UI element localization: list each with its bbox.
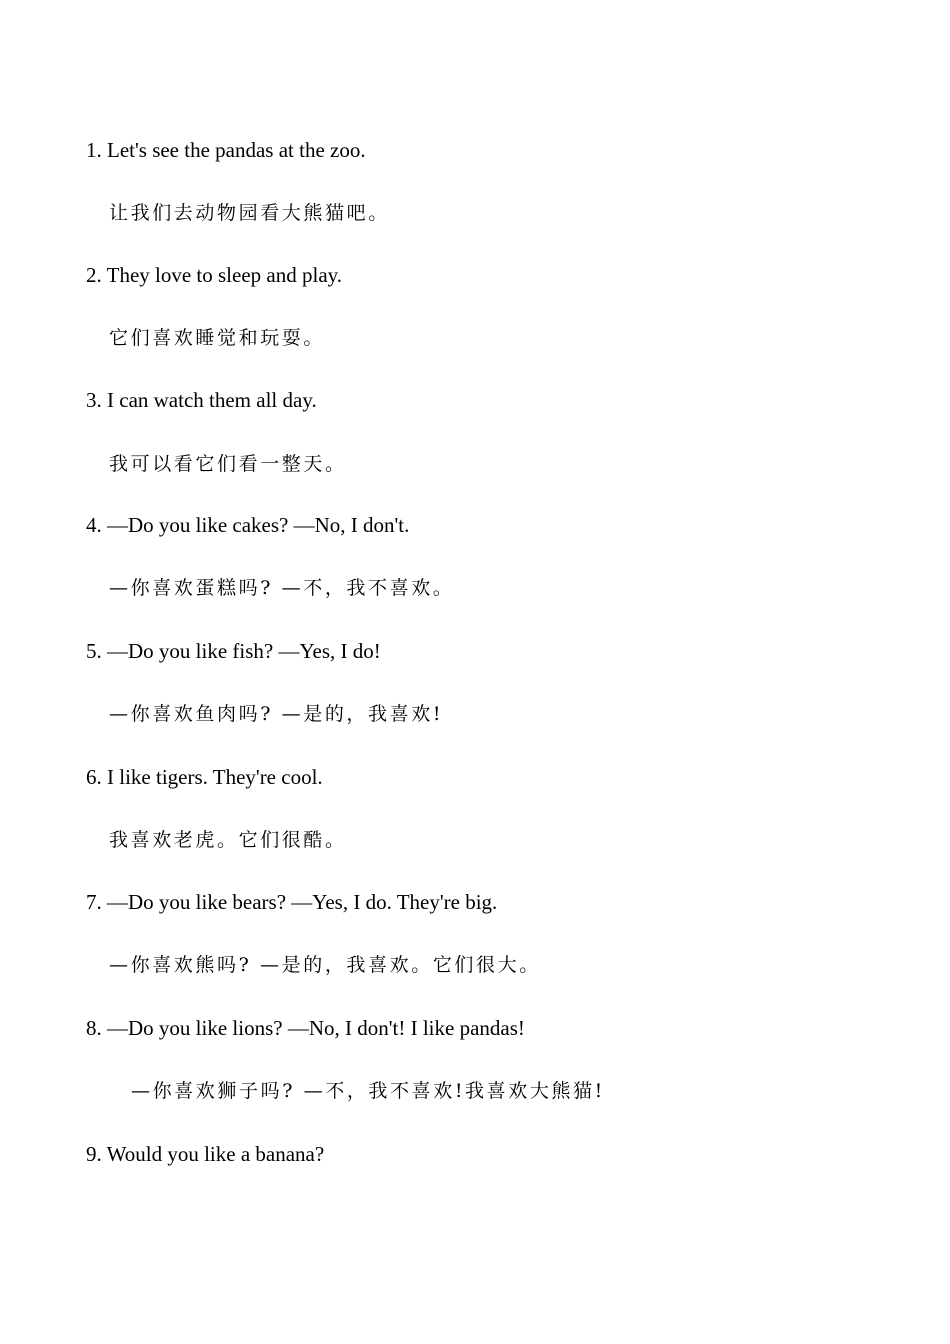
- sentence-6-chinese: 我喜欢老虎。它们很酷。: [109, 829, 347, 851]
- sentence-2-english: 2. They love to sleep and play.: [86, 263, 343, 287]
- sentence-7-chinese: —你喜欢熊吗? —是的，我喜欢。它们很大。: [109, 954, 541, 976]
- sentence-7-english: 7. —Do you like bears? —Yes, I do. They're big.: [86, 890, 498, 914]
- sentence-4-chinese: —你喜欢蛋糕吗? —不，我不喜欢。: [109, 577, 455, 599]
- sentence-5-chinese: —你喜欢鱼肉吗? —是的，我喜欢!: [109, 703, 444, 725]
- sentence-3-chinese: 我可以看它们看一整天。: [109, 453, 347, 475]
- sentence-3-english: 3. I can watch them all day.: [86, 388, 317, 412]
- sentence-5-english: 5. —Do you like fish? —Yes, I do!: [86, 639, 381, 663]
- sentence-4-english: 4. —Do you like cakes? —No, I don't.: [86, 513, 410, 537]
- sentence-6-english: 6. I like tigers. They're cool.: [86, 765, 323, 789]
- sentence-1-english: 1. Let's see the pandas at the zoo.: [86, 138, 366, 162]
- sentence-9-english: 9. Would you like a banana?: [86, 1142, 325, 1166]
- sentence-2-chinese: 它们喜欢睡觉和玩耍。: [109, 327, 326, 349]
- sentence-1-chinese: 让我们去动物园看大熊猫吧。: [109, 202, 390, 224]
- sentence-8-english: 8. —Do you like lions? —No, I don't! I like pandas!: [86, 1016, 525, 1040]
- sentence-8-chinese: —你喜欢狮子吗? —不，我不喜欢!我喜欢大熊猫!: [131, 1080, 605, 1102]
